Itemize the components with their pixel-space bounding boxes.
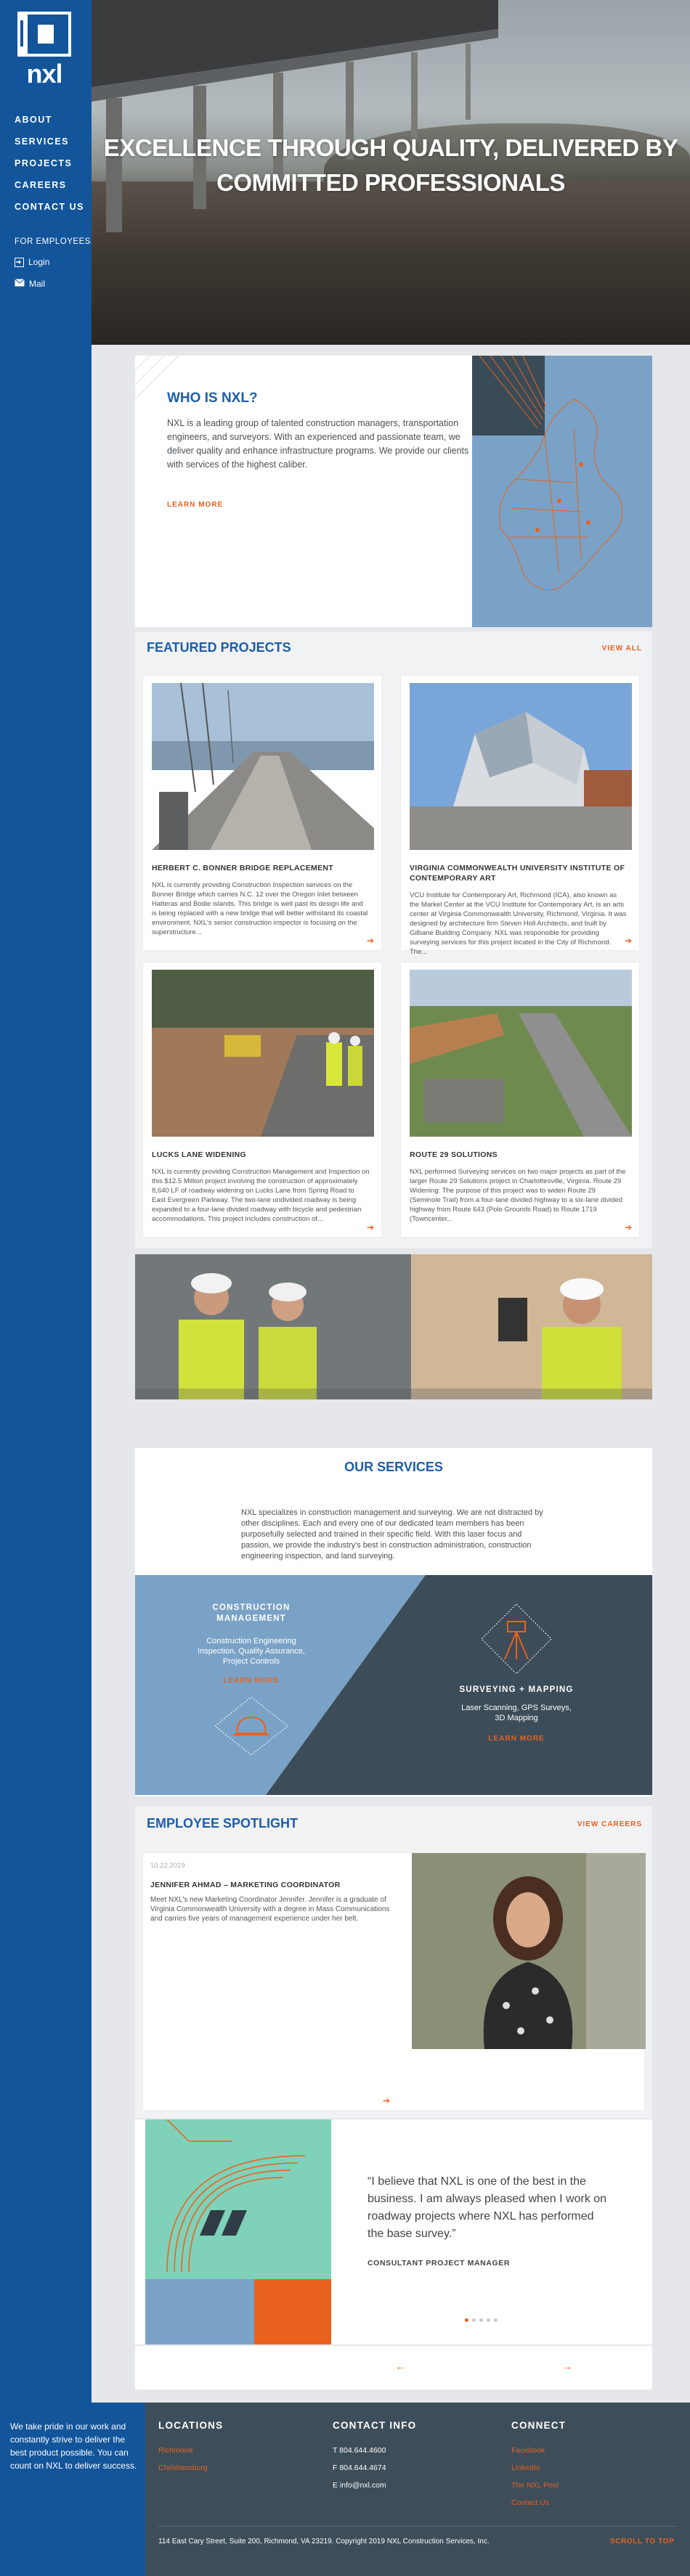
footer-fax: F 804.644.4674 [333, 2463, 386, 2472]
quote-author: CONSULTANT PROJECT MANAGER [368, 2259, 511, 2268]
who-heading: WHO IS NXL? [167, 391, 258, 406]
who-learn-more-link[interactable]: LEARN MORE [167, 501, 224, 509]
footer-tagline: We take pride in our work and constantly strive to deliver the best product possible. You can count on NXL to deliver success. [10, 2421, 137, 2471]
login-label: Login [28, 257, 50, 267]
bonner-bridge-image [152, 683, 374, 850]
project-title: ROUTE 29 SOLUTIONS [410, 1150, 498, 1159]
project-excerpt: VCU Institute for Contemporary Art, Richmond (ICA), also known as the Markel Center at the VCU Institute for Contemporary Art, is an arts center at Virginia Commonwealth University, Richmond, Virginia. It was designed by architecture firm Steven Holl Architects, and built by Gilbane Building Company. NXL was responsible for providing surveying services for this project located in the City of Richmond. The... [410, 891, 627, 956]
location-christiansburg-link[interactable]: Christiansburg [158, 2463, 208, 2472]
sidebar [0, 0, 92, 2403]
carousel-dot[interactable] [472, 2318, 476, 2322]
login-icon [15, 258, 24, 267]
project-title: HERBERT C. BONNER BRIDGE REPLACEMENT [152, 864, 333, 872]
surveyors-photo [135, 1254, 652, 1399]
cm-learn-more-link[interactable]: LEARN MORE [223, 1677, 280, 1685]
hard-hat-icon [215, 1697, 288, 1755]
quote-text: “I believe that NXL is one of the best in the business. I am always pleased when I work on roadway projects where NXL has performed the base survey.” [368, 2175, 607, 2240]
arrow-right-icon[interactable]: → [562, 2360, 572, 2372]
services-split-panel [135, 1575, 652, 1795]
services-heading: OUR SERVICES [344, 1460, 443, 1474]
carousel-dots [465, 2318, 498, 2322]
carousel-dot-active[interactable] [465, 2318, 468, 2322]
footer-email[interactable]: E info@nxl.com [333, 2481, 386, 2490]
nav-careers[interactable]: CAREERS [15, 180, 67, 190]
sm-description: Laser Scanning, GPS Surveys, 3D Mapping [461, 1704, 572, 1722]
who-body: NXL is a leading group of talented construction managers, transportation engineers, and surveyors. With an experienced and passionate team, we deliver quality and enhance infrastructure programs. We provide our clients with services of the highest caliber. [167, 418, 469, 470]
hero-title-line-2: COMMITTED PROFESSIONALS [216, 169, 565, 196]
footer-phone[interactable]: T 804.644.4600 [333, 2446, 386, 2455]
carousel-dot[interactable] [494, 2318, 498, 2322]
project-card-vcu-ica[interactable] [400, 675, 640, 956]
cm-description: Construction Engineering Inspection, Quality Assurance, Project Controls [198, 1637, 305, 1666]
spotlight-card[interactable] [142, 1852, 645, 2111]
lucks-lane-image [152, 970, 374, 1137]
arrow-right-icon[interactable]: ➔ [624, 1222, 632, 1232]
project-card-lucks-lane[interactable] [142, 962, 382, 1238]
footer-address: 114 East Cary Street, Suite 200, Richmond, VA 23219. Copyright 2019 NXL Construction Services, Inc. [158, 2538, 490, 2546]
nav-services[interactable]: SERVICES [15, 136, 69, 147]
arrow-right-icon[interactable]: ➔ [366, 936, 374, 946]
carousel-dot[interactable] [479, 2318, 483, 2322]
login-link[interactable] [15, 257, 49, 267]
sm-title: SURVEYING + MAPPING [459, 1685, 574, 1694]
testimonial-section [135, 2119, 652, 2344]
nxl-logo[interactable] [13, 10, 76, 91]
contact-heading: CONTACT INFO [333, 2420, 417, 2431]
project-card-bonner-bridge[interactable] [142, 675, 382, 951]
mail-link[interactable] [15, 279, 45, 289]
mail-icon [15, 279, 25, 289]
employee-spotlight-section [135, 1806, 652, 2118]
arrow-right-icon[interactable]: ➔ [383, 2095, 391, 2106]
who-is-nxl-section [135, 356, 652, 627]
featured-heading: FEATURED PROJECTS [147, 640, 291, 655]
locations-heading: LOCATIONS [158, 2420, 224, 2431]
spotlight-text: Meet NXL's new Marketing Coordinator Jennifer. Jennifer is a graduate of Virginia Commonwealth University with a degree in Mass Communications and carries five years of management experience under her belt. [150, 1896, 390, 1923]
arrow-right-icon[interactable]: ➔ [366, 1222, 374, 1232]
hero-title-line-1: EXCELLENCE THROUGH QUALITY, DELIVERED BY [103, 134, 678, 161]
project-title: LUCKS LANE WIDENING [152, 1150, 246, 1159]
featured-projects-section [135, 631, 652, 1248]
employees-heading: FOR EMPLOYEES [15, 237, 91, 246]
arrow-left-icon[interactable]: ← [395, 2360, 405, 2372]
spotlight-date: 10.22.2019 [150, 1862, 185, 1870]
vcu-ica-image [410, 683, 632, 850]
view-careers-link[interactable]: VIEW CAREERS [577, 1820, 642, 1828]
project-excerpt: NXL is currently providing Construction Management and Inspection on this $12.5 Million project involving the construction of approximately 8,640 LF of roadway widening on Lucks Lane from Spring Road to East Evergreen Parkway. The two-lane undivided roadway is being expanded to a four-lane divided roadway with bicycle and pedestrian accommodations. This project includes construction of... [152, 1168, 370, 1223]
spotlight-heading: EMPLOYEE SPOTLIGHT [147, 1816, 299, 1831]
project-card-route-29[interactable] [400, 962, 640, 1238]
services-intro: NXL specializes in construction management and surveying. We are not distracted by other disciplines. Each and every one of our dedicated team members has been purposefully selected and trained in their specific field. With this laser focus and passion, we provide the industry's best in construction administration, construction engineering inspection, and land surveying. [241, 1508, 543, 1561]
hero-title [92, 131, 690, 200]
us-east-map-graphic [472, 356, 652, 627]
nxl-post-link[interactable]: The NXL Post [511, 2481, 559, 2490]
facebook-link[interactable]: Facebook [511, 2446, 545, 2455]
project-excerpt: NXL performed Surveying services on two major projects as part of the larger Route 29 Solutions project in Charlottesville, Virginia. Route 29 Widening: The purpose of this project was to widen Route 29 (Seminole Trail) from a four-lane divided highway to a six-lane divided highway from Route 643 (Polo Grounds Road) to Route 1719 (Towncenter... [410, 1168, 626, 1223]
main-nav [15, 109, 84, 218]
svg-text:nxl: nxl [26, 59, 62, 89]
footer [145, 2403, 690, 2576]
jennifer-photo [412, 1853, 646, 2049]
sm-learn-more-link[interactable]: LEARN MORE [488, 1735, 545, 1743]
connect-heading: CONNECT [511, 2420, 567, 2431]
survey-tripod-icon [480, 1603, 553, 1675]
nav-contact[interactable]: CONTACT US [15, 202, 85, 212]
hero-banner [92, 0, 690, 345]
project-excerpt: NXL is currently providing Construction Inspection services on the Bonner Bridge which carries N.C. 12 over the Oregon Inlet between Hatteras and Bodie islands. This bridge is well past its design life and is being replaced with a new bridge that will better withstand its coastal environment. NXL's senior construction inspector is focusing on the superstructure... [152, 881, 368, 936]
contact-us-link[interactable]: Contact Us [511, 2498, 549, 2507]
carousel-dot[interactable] [487, 2318, 490, 2322]
mail-label: Mail [29, 279, 46, 289]
nav-about[interactable]: ABOUT [15, 115, 52, 125]
location-richmond-link[interactable]: Richmond [158, 2446, 193, 2455]
cm-title: CONSTRUCTION MANAGEMENT [212, 1603, 291, 1623]
arrow-right-icon[interactable]: ➔ [624, 936, 632, 946]
scroll-to-top-link[interactable]: SCROLL TO TOP [610, 2538, 675, 2546]
route-29-image [410, 970, 632, 1137]
view-all-link[interactable]: VIEW ALL [601, 645, 642, 653]
footer-divider [158, 2526, 677, 2527]
footer-tagline-panel [0, 2403, 145, 2576]
spotlight-title: JENNIFER AHMAD – MARKETING COORDINATOR [150, 1881, 341, 1889]
project-title: VIRGINIA COMMONWEALTH UNIVERSITY INSTITUTE OF CONTEMPORARY ART [410, 864, 625, 883]
carousel-controls [135, 2346, 652, 2389]
quote-graphic [145, 2119, 331, 2344]
linkedin-link[interactable]: LinkedIn [511, 2463, 540, 2472]
nav-projects[interactable]: PROJECTS [15, 158, 73, 168]
